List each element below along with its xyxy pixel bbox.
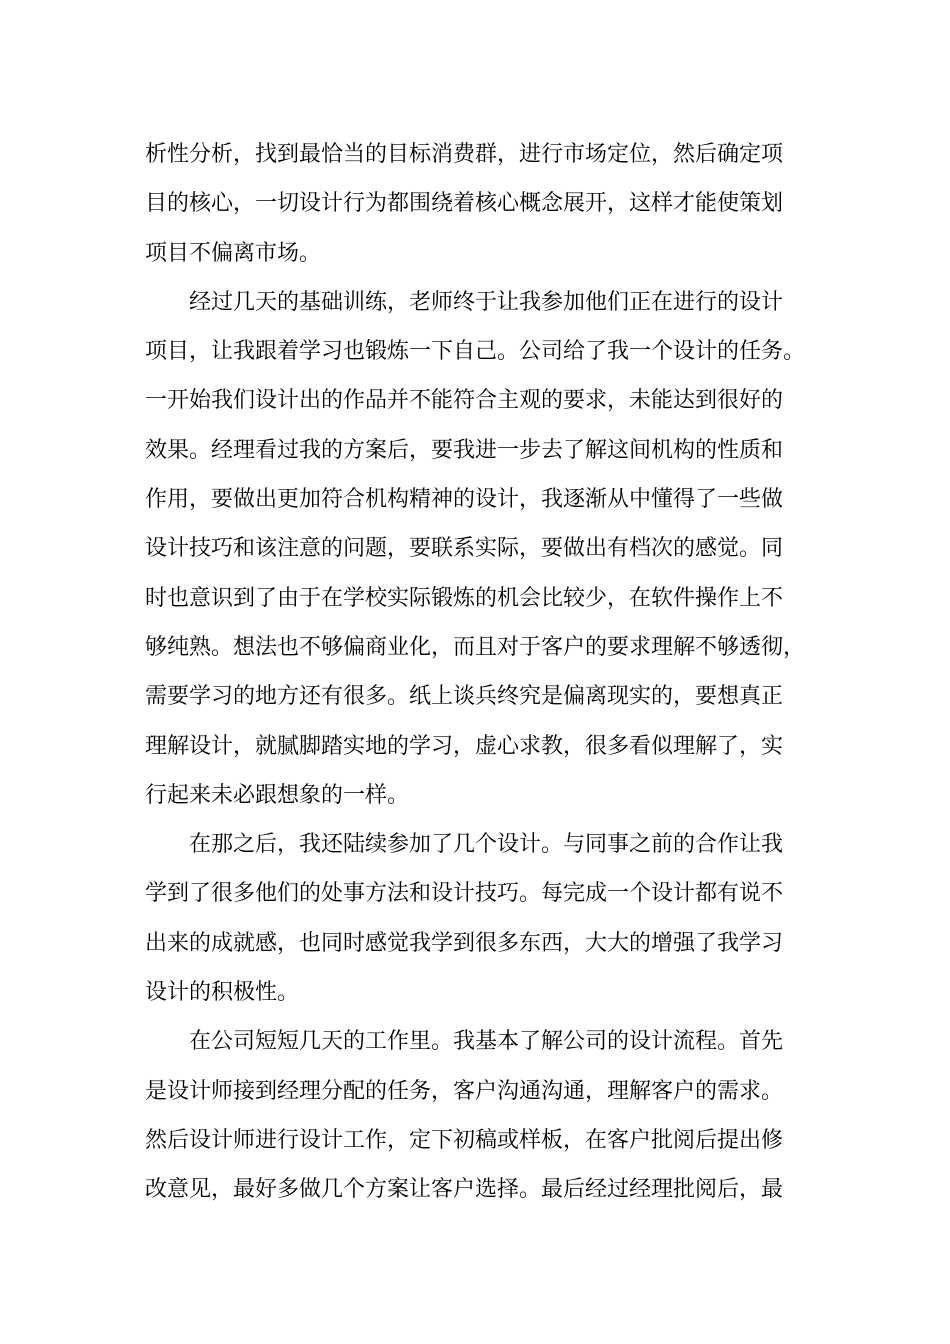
text-line: 出来的成就感，也同时感觉我学到很多东西，大大的增强了我学习 [145, 930, 784, 956]
paragraph-first-line: 在公司短短几天的工作里。我基本了解公司的设计流程。首先 [189, 1029, 784, 1055]
body-text [145, 130, 825, 1215]
text-line: 析性分析，找到最恰当的目标消费群，进行市场定位，然后确定项 [145, 142, 784, 167]
text-line: 项目不偏离市场。 [145, 240, 322, 266]
text-line: 设计技巧和该注意的问题，要联系实际，要做出有档次的感觉。同 [145, 536, 784, 562]
text-line: 行起来未必跟想象的一样。 [145, 782, 410, 808]
text-line: 理解设计，就腻脚踏实地的学习，虚心求教，很多看似理解了，实 [145, 733, 784, 759]
text-line: 够纯熟。想法也不够偏商业化，而且对于客户的要求理解不够透彻， [145, 634, 806, 660]
text-line: 作用，要做出更加符合机构精神的设计，我逐渐从中懂得了一些做 [145, 487, 784, 513]
text-line: 学到了很多他们的处事方法和设计技巧。每完成一个设计都有说不 [145, 881, 784, 907]
text-line: 一开始我们设计出的作品并不能符合主观的要求，未能达到很好的 [145, 388, 784, 414]
text-line: 需要学习的地方还有很多。纸上谈兵终究是偏离现实的，要想真正 [145, 684, 784, 710]
paragraph-first-line: 在那之后，我还陆续参加了几个设计。与同事之前的合作让我 [189, 832, 784, 858]
paragraph-first-line: 经过几天的基础训练，老师终于让我参加他们正在进行的设计 [189, 289, 784, 315]
text-line: 改意见，最好多做几个方案让客户选择。最后经过经理批阅后，最 [145, 1177, 784, 1203]
text-line: 效果。经理看过我的方案后，要我进一步去了解这间机构的性质和 [145, 437, 784, 463]
text-line: 设计的积极性。 [145, 980, 300, 1006]
text-line: 目的核心，一切设计行为都围绕着核心概念展开，这样才能使策划 [145, 191, 784, 217]
text-line: 时也意识到了由于在学校实际锻炼的机会比较少，在软件操作上不 [145, 585, 784, 611]
text-line: 是设计师接到经理分配的任务，客户沟通沟通，理解客户的需求。 [145, 1078, 784, 1104]
text-line: 项目，让我跟着学习也锻炼一下自己。公司给了我一个设计的任务。 [145, 339, 806, 365]
text-line: 然后设计师进行设计工作，定下初稿或样板，在客户批阅后提出修 [145, 1127, 784, 1153]
